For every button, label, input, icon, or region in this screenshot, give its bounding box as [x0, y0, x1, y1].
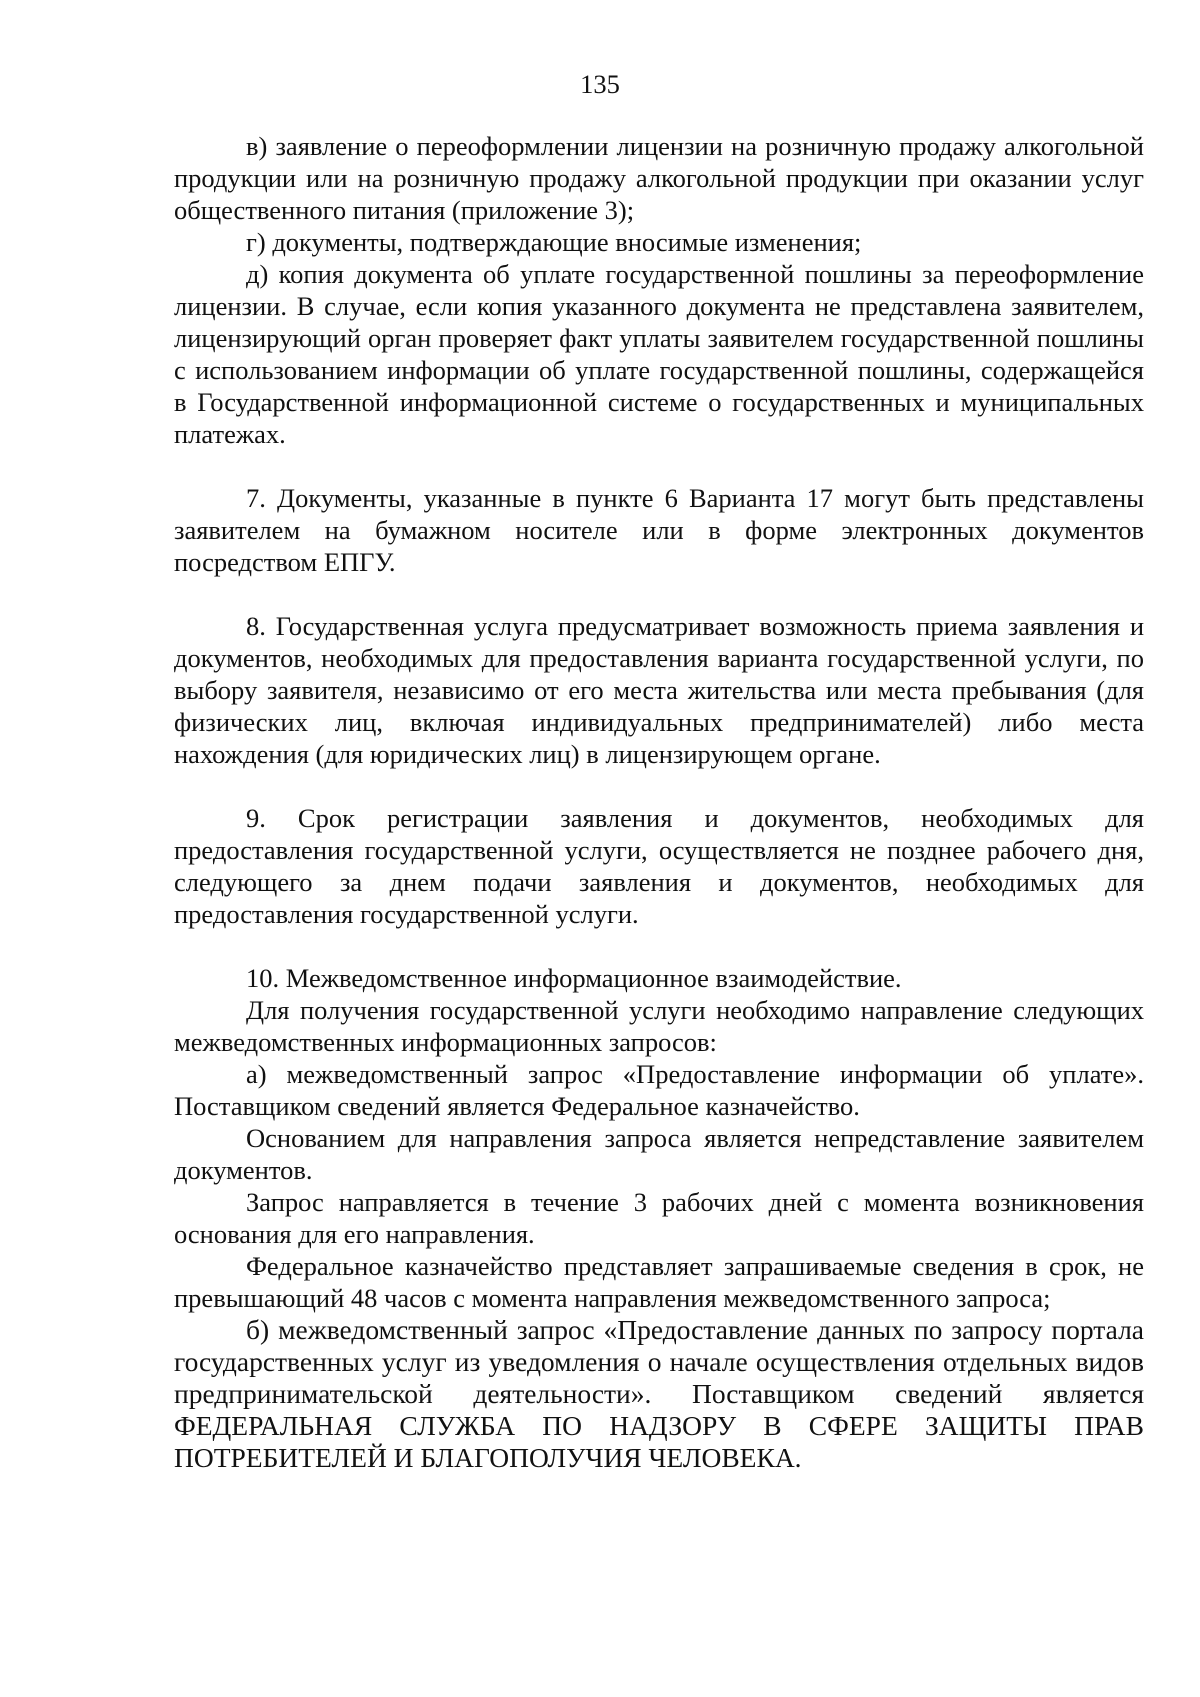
clause-7: 7. Документы, указанные в пункте 6 Варианта 17 могут быть представлены заявителем на бумажном носителе или в форме электронных документов посредством ЕПГУ. — [174, 483, 1144, 577]
clause-10-intro: Для получения государственной услуги необходимо направление следующих межведомственных информационных запросов: — [174, 995, 1144, 1057]
clause-8: 8. Государственная услуга предусматривает возможность приема заявления и документов, необходимых для предоставления варианта государственной услуги, по выбору заявителя, независимо от его места жительства или места пребывания (для физических лиц, включая индивидуальных предпринимателей) либо места нахождения (для юридических лиц) в лицензирующем органе. — [174, 611, 1144, 769]
item-v-application: в) заявление о переоформлении лицензии на розничную продажу алкогольной продукции или на розничную продажу алкогольной продукции при оказании услуг общественного питания (приложение 3); — [174, 131, 1144, 225]
page-number: 135 — [580, 69, 620, 99]
clause-9: 9. Срок регистрации заявления и документов, необходимых для предоставления государственной услуги, осуществляется не позднее рабочего дня, следующего за днем подачи заявления и документов, необходимых для предоставления государственной услуги. — [174, 803, 1144, 929]
item-d-fee-copy: д) копия документа об уплате государственной пошлины за переоформление лицензии. В случае, если копия указанного документа не представлена заявителем, лицензирующий орган проверяет факт уплаты заявителем государственной пошлины с использованием информации об уплате государственной пошлины, содержащейся в Государственной информационной системе о государственных и муниципальных платежах. — [174, 259, 1144, 449]
document-body — [174, 130, 1144, 1474]
item-g-documents: г) документы, подтверждающие вносимые изменения; — [246, 227, 862, 257]
clause-10-heading: 10. Межведомственное информационное взаимодействие. — [246, 963, 902, 993]
item-a-request: а) межведомственный запрос «Предоставление информации об уплате». Поставщиком сведений является Федеральное казначейство. — [174, 1059, 1144, 1121]
item-a-response: Федеральное казначейство представляет запрашиваемые сведения в срок, не превышающий 48 часов с момента направления межведомственного запроса; — [174, 1251, 1144, 1313]
item-a-basis: Основанием для направления запроса является непредставление заявителем документов. — [174, 1123, 1144, 1185]
item-a-timing: Запрос направляется в течение 3 рабочих дней с момента возникновения основания для его направления. — [174, 1187, 1144, 1249]
item-b-request — [174, 1314, 1144, 1474]
item-b-supplier-name: ФЕДЕРАЛЬНАЯ СЛУЖБА ПО НАДЗОРУ В СФЕРЕ ЗАЩИТЫ ПРАВ ПОТРЕБИТЕЛЕЙ И БЛАГОПОЛУЧИЯ ЧЕЛОВЕКА. — [174, 1410, 1144, 1473]
item-b-request-text: б) межведомственный запрос «Предоставление данных по запросу портала государственных услуг из уведомления о начале осуществления отдельных видов предпринимательской деятельности». Поставщиком сведений является — [174, 1314, 1144, 1409]
